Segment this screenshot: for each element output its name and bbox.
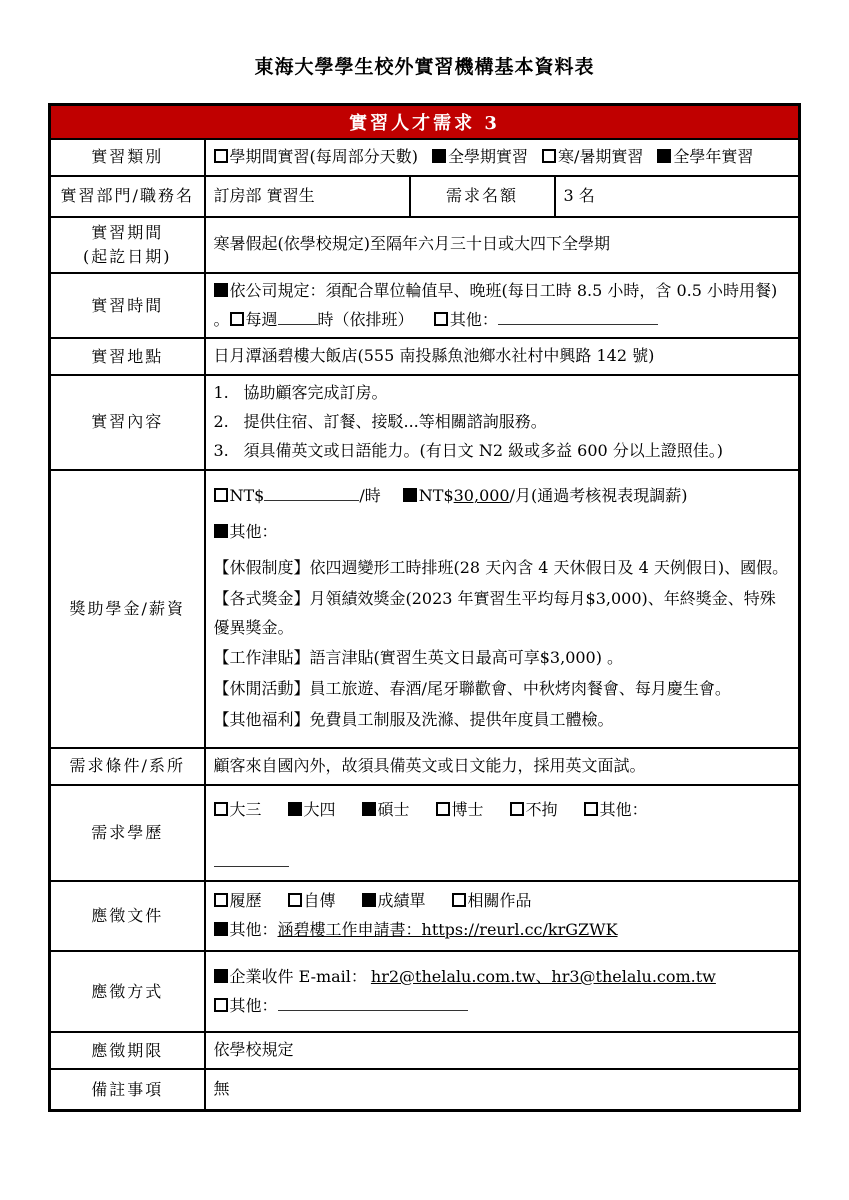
- row-label: 獎助學金/薪資: [50, 470, 205, 748]
- option-label: 成績單: [377, 891, 426, 911]
- row-deadline: [50, 1032, 800, 1069]
- benefit-line: 【其他福利】免費員工制服及洗滌、提供年度員工體檢。: [213, 709, 614, 729]
- application-form-link[interactable]: 涵碧樓工作申請書：https://reurl.cc/krGZWK: [277, 920, 618, 940]
- checkbox-icon[interactable]: [434, 312, 448, 326]
- apply-other-fill-line[interactable]: [278, 993, 468, 1011]
- option-label: 碩士: [377, 799, 410, 819]
- row-department: [50, 176, 800, 217]
- header-row: [50, 105, 800, 140]
- documents-options: [205, 881, 800, 951]
- row-label: 實習地點: [50, 338, 205, 375]
- row-label: 實習時間: [50, 273, 205, 339]
- row-label: 需求條件/系所: [50, 748, 205, 785]
- deadline-value: 依學校規定: [205, 1032, 800, 1069]
- row-notes: [50, 1069, 800, 1111]
- list-item: 1. 協助顧客完成訂房。: [213, 383, 388, 403]
- hourly-fill-line[interactable]: [264, 484, 359, 502]
- option-label: 全學年實習: [673, 147, 754, 166]
- company-rule-text: 依公司規定：須配合單位輪值早、晚班(每日工時 8.5 小時，含 0.5 小時用餐) 。: [213, 280, 778, 329]
- email-prefix: 企業收件 E-mail：: [229, 966, 367, 986]
- time-other-prefix: 其他：: [449, 309, 498, 329]
- checkbox-icon[interactable]: [230, 312, 244, 326]
- hourly-suffix: /時: [359, 486, 381, 506]
- salary-other-line: [214, 518, 791, 547]
- checkbox-icon[interactable]: [542, 149, 556, 163]
- option-label: 寒/暑期實習: [558, 147, 644, 166]
- checkbox-icon[interactable]: [214, 524, 228, 538]
- content-list: [205, 375, 800, 469]
- checkbox-icon[interactable]: [403, 488, 417, 502]
- weekly-suffix: 時（依排班）: [317, 309, 414, 329]
- checkbox-icon[interactable]: [362, 802, 376, 816]
- email-addresses[interactable]: hr2@thelalu.com.tw、hr3@thelalu.com.tw: [370, 966, 716, 986]
- row-education: [50, 785, 800, 882]
- checkbox-icon[interactable]: [288, 802, 302, 816]
- row-internship-type: [50, 139, 800, 176]
- internship-form-table: [48, 103, 801, 1112]
- checkbox-icon[interactable]: [584, 802, 598, 816]
- row-label: 備註事項: [50, 1069, 205, 1111]
- option-label: 自傳: [303, 891, 336, 911]
- monthly-suffix: /月(通過考核視表現調薪): [509, 486, 688, 506]
- row-label: [50, 217, 205, 273]
- time-options: [205, 273, 800, 339]
- education-options: [205, 785, 800, 882]
- row-label-line2: (起訖日期): [83, 246, 172, 266]
- requirements-value: 顧客來自國內外，故須具備英文或日文能力，採用英文面試。: [205, 748, 800, 785]
- option-label: 學期間實習(每周部分天數): [229, 147, 418, 166]
- option-label: 不拘: [525, 799, 558, 819]
- row-label: 需求學歷: [50, 785, 205, 882]
- option-label: 全學期實習: [448, 147, 529, 166]
- checkbox-icon[interactable]: [362, 893, 376, 907]
- option-label: 相關作品: [467, 891, 532, 911]
- row-documents: [50, 881, 800, 951]
- weekly-prefix: 每週: [245, 309, 278, 329]
- apply-other-prefix: 其他：: [229, 995, 278, 1015]
- weekly-hours-fill-line[interactable]: [278, 307, 318, 325]
- monthly-amount: 30,000: [453, 486, 510, 506]
- row-label: 實習內容: [50, 375, 205, 469]
- benefit-line: 【各式獎金】月領績效獎金(2023 年實習生平均每月$3,000)、年終獎金、特殊優異獎金。: [213, 588, 776, 637]
- benefit-line: 【休假制度】依四週變形工時排班(28 天內含 4 天休假日及 4 天例假日)、國假。: [213, 557, 789, 577]
- row-content: [50, 375, 800, 469]
- salary-detail: [205, 470, 800, 748]
- option-label: 博士: [451, 799, 484, 819]
- internship-type-options: [205, 139, 800, 176]
- row-label-line1: 實習期間: [91, 222, 164, 242]
- checkbox-icon[interactable]: [214, 969, 228, 983]
- option-label: 大三: [229, 799, 262, 819]
- page-title: 東海大學學生校外實習機構基本資料表: [254, 56, 595, 78]
- checkbox-icon[interactable]: [214, 998, 228, 1012]
- row-label: 實習部門/職務名: [50, 176, 205, 217]
- checkbox-icon[interactable]: [214, 488, 228, 502]
- option-label: 履歷: [229, 891, 262, 911]
- checkbox-icon[interactable]: [452, 893, 466, 907]
- row-requirements: [50, 748, 800, 785]
- benefit-line: 【工作津貼】語言津貼(實習生英文日最高可享$3,000) 。: [213, 648, 624, 668]
- salary-rate-line: [214, 482, 791, 511]
- time-other-fill-line[interactable]: [498, 307, 658, 325]
- row-location: [50, 338, 800, 375]
- row-label: 應徵文件: [50, 881, 205, 951]
- row-label: 應徵期限: [50, 1032, 205, 1069]
- row-apply: [50, 951, 800, 1032]
- row-salary: [50, 470, 800, 748]
- monthly-prefix: NT$: [418, 486, 454, 506]
- quota-value: 3 名: [555, 176, 800, 217]
- checkbox-icon[interactable]: [436, 802, 450, 816]
- quota-label: 需求名額: [410, 176, 555, 217]
- benefit-line: 【休閒活動】員工旅遊、春酒/尾牙聯歡會、中秋烤肉餐會、每月慶生會。: [213, 679, 731, 699]
- checkbox-icon[interactable]: [510, 802, 524, 816]
- education-other-fill-line[interactable]: [214, 850, 289, 868]
- checkbox-icon[interactable]: [432, 149, 446, 163]
- list-item: 3. 須具備英文或日語能力。(有日文 N2 級或多益 600 分以上證照佳。): [213, 440, 724, 460]
- form-section-title: 實習人才需求 3: [50, 105, 800, 140]
- list-item: 2. 提供住宿、訂餐、接駁...等相關諮詢服務。: [213, 411, 547, 431]
- hourly-prefix: NT$: [229, 486, 265, 506]
- checkbox-icon[interactable]: [288, 893, 302, 907]
- checkbox-icon[interactable]: [214, 149, 228, 163]
- checkbox-icon[interactable]: [214, 283, 228, 297]
- checkbox-icon[interactable]: [214, 922, 228, 936]
- row-time: [50, 273, 800, 339]
- checkbox-icon[interactable]: [214, 802, 228, 816]
- row-label: 實習類別: [50, 139, 205, 176]
- department-value: 訂房部 實習生: [205, 176, 410, 217]
- row-label: 應徵方式: [50, 951, 205, 1032]
- checkbox-icon[interactable]: [214, 893, 228, 907]
- location-value: 日月潭涵碧樓大飯店(555 南投縣魚池鄉水社村中興路 142 號): [205, 338, 800, 375]
- notes-value: 無: [205, 1069, 800, 1111]
- row-period: [50, 217, 800, 273]
- apply-methods: [205, 951, 800, 1032]
- period-value: 寒暑假起(依學校規定)至隔年六月三十日或大四下全學期: [205, 217, 800, 273]
- option-label: 大四: [303, 799, 336, 819]
- checkbox-icon[interactable]: [657, 149, 671, 163]
- documents-other-prefix: 其他：: [229, 920, 278, 940]
- option-label: 其他：: [599, 799, 648, 819]
- salary-other-label: 其他：: [229, 522, 278, 542]
